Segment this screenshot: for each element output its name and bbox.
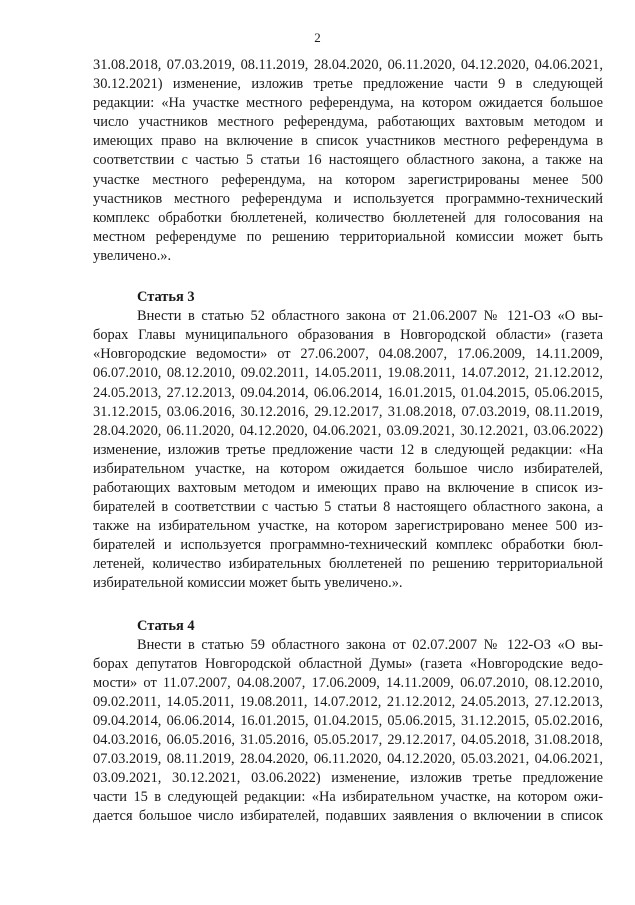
- text-line: 09.04.2014, 06.06.2014, 16.01.2015, 01.04.2015, 05.06.2015, 31.12.2015, 05.02.2016,: [93, 713, 603, 729]
- text-line: комплекс обработки бюллетеней, количество бюллетеней для голосования на: [93, 209, 603, 226]
- text-line: имеющих право на включение в список участников местного референдума в: [93, 133, 603, 150]
- text-line: 07.03.2019, 08.11.2019, 28.04.2020, 06.11.2020, 04.12.2020, 05.03.2021, 04.06.2021,: [93, 751, 603, 768]
- text-line: работающих вахтовым методом и имеющих право на включение в список из-: [93, 479, 603, 496]
- text-line: изменение, изложив третье предложение части 12 в следующей редакции: «На: [93, 441, 603, 458]
- text-line: 30.12.2021) изменение, изложив третье предложение части 9 в следующей: [93, 76, 603, 93]
- text-line: 09.02.2011, 14.05.2011, 19.08.2011, 14.07.2012, 21.12.2012, 24.05.2013, 27.12.2013,: [93, 693, 603, 710]
- text-line: также на избирательном участке, на котором зарегистрировано менее 500 из-: [93, 518, 603, 535]
- intro-paragraph: [93, 56, 603, 266]
- text-line: 31.08.2018, 07.03.2019, 08.11.2019, 28.04.2020, 06.11.2020, 04.12.2020, 04.06.2021,: [93, 57, 603, 73]
- text-line: борах Главы муниципального образования в Новгородской области» (газета: [93, 327, 603, 344]
- text-line: увеличено.».: [93, 247, 172, 264]
- text-line: летеней, количество избирательных бюллетеней по решению территориальной: [93, 556, 603, 573]
- article-4-heading: Статья 4: [137, 617, 195, 634]
- text-line: бирателей в соответствии с частью 5 статьи 8 настоящего областного закона, а: [93, 499, 603, 516]
- text-line: избирательном участке, на котором ожидается большое число избирателей,: [93, 460, 603, 477]
- article-4-paragraph: [93, 636, 603, 827]
- text-line: участке местного референдума, на котором зарегистрированы менее 500: [93, 171, 603, 188]
- document-body: [93, 56, 603, 827]
- text-line: 06.07.2010, 08.12.2010, 09.02.2011, 14.05.2011, 19.08.2011, 14.07.2012, 21.12.2012,: [93, 365, 603, 382]
- text-line: 04.03.2016, 06.05.2016, 31.05.2016, 05.05.2017, 29.12.2017, 04.05.2018, 31.08.2018,: [93, 732, 603, 749]
- text-line: бирателей и используется программно-технический комплекс обработки бюл-: [93, 537, 603, 554]
- text-line: участников местного референдума и используется программно-технический: [93, 190, 603, 207]
- text-line: Внести в статью 52 областного закона от 21.06.2007 № 121-ОЗ «О вы-: [137, 308, 603, 325]
- text-line: борах депутатов Новгородской областной Думы» (газета «Новгородские ведо-: [93, 655, 603, 672]
- article-3-heading: Статья 3: [137, 289, 195, 306]
- text-line: дается большое число избирателей, подавших заявления о включении в список: [93, 808, 603, 825]
- text-line: 24.05.2013, 27.12.2013, 09.04.2014, 06.06.2014, 16.01.2015, 01.04.2015, 05.06.2015,: [93, 384, 603, 401]
- text-line: местном референдуме по решению территориальной комиссии может быть: [93, 228, 603, 245]
- text-line: редакции: «На участке местного референдума, на котором ожидается большое: [93, 95, 603, 112]
- text-line: «Новгородские ведомости» от 27.06.2007, 04.08.2007, 17.06.2009, 14.11.2009,: [93, 346, 603, 363]
- text-line: соответствии с частью 5 статьи 16 настоящего областного закона, а также на: [93, 152, 603, 169]
- text-line: части 15 в следующей редакции: «На избирательном участке, на котором ожи-: [93, 789, 603, 806]
- text-line: Внести в статью 59 областного закона от 02.07.2007 № 122-ОЗ «О вы-: [137, 636, 603, 653]
- text-line: мости» от 11.07.2007, 04.08.2007, 17.06.2009, 14.11.2009, 06.07.2010, 08.12.2010,: [93, 674, 603, 691]
- text-line: избирательной комиссии может быть увеличено.».: [93, 575, 403, 592]
- page-number: 2: [314, 30, 321, 45]
- text-line: 31.12.2015, 03.06.2016, 30.12.2016, 29.12.2017, 31.08.2018, 07.03.2019, 08.11.2019,: [93, 403, 603, 420]
- text-line: число участников местного референдума, работающих вахтовым методом и: [93, 114, 603, 131]
- text-line: 03.09.2021, 30.12.2021, 03.06.2022) изменение, изложив третье предложение: [93, 770, 603, 787]
- text-line: 28.04.2020, 06.11.2020, 04.12.2020, 04.06.2021, 03.09.2021, 30.12.2021, 03.06.2022): [93, 422, 603, 439]
- article-3-paragraph: [93, 307, 603, 593]
